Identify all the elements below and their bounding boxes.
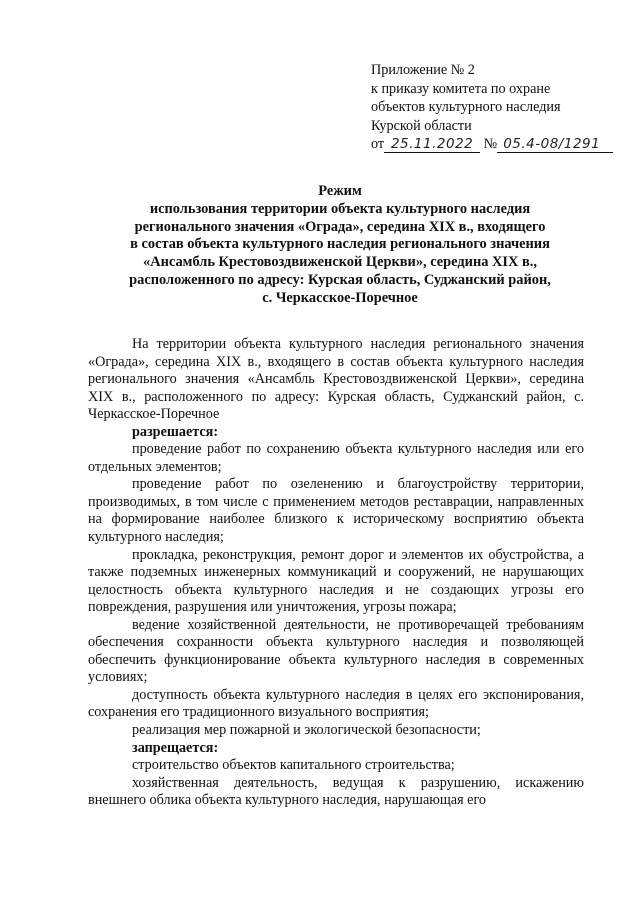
allowed-item: ведение хозяйственной деятельности, не противоречащей требованиям обеспечения сохранности объекта культурного наследия и позволяющей обеспечить функционирование объекта культурного наследия в современных условиях; xyxy=(88,616,584,686)
title-line: «Ансамбль Крестовоздвиженской Церкви», середина XIX в., xyxy=(143,254,537,271)
document-title xyxy=(100,183,580,308)
order-number-sign: № xyxy=(483,136,498,153)
allowed-label: разрешается: xyxy=(132,423,219,440)
forbidden-item: строительство объектов капитального строительства; xyxy=(132,757,455,774)
appendix-number: Приложение № 2 xyxy=(371,62,475,78)
allowed-item: проведение работ по озеленению и благоустройству территории, производимых, в том числе с применением методов реставрации, направленных на формирование наиболее близкого к историческому восприятию объекта культурного наследия; xyxy=(88,476,584,546)
allowed-item: доступность объекта культурного наследия в целях его экспонирования, сохранения его традиционного визуального восприятия; xyxy=(88,686,584,721)
appendix-line: объектов культурного наследия xyxy=(371,99,561,116)
appendix-line: к приказу комитета по охране xyxy=(371,80,551,97)
appendix-block xyxy=(371,61,633,154)
allowed-item: прокладка, реконструкция, ремонт дорог и элементов их обустройства, а также подземных инженерных коммуникаций и сооружений, не нарушающих целостность объекта культурного наследия и не создающих угрозы его повреждения, разрушения или уничтожения, угрозы пожара; xyxy=(88,546,584,616)
allowed-item: проведение работ по сохранению объекта культурного наследия или его отдельных элементов; xyxy=(88,441,584,475)
title-line: с. Черкасское-Поречное xyxy=(262,289,418,306)
allowed-item: реализация мер пожарной и экологической безопасности; xyxy=(132,722,481,739)
order-prefix: от xyxy=(371,136,385,153)
title-line: регионального значения «Ограда», середина XIX в., входящего xyxy=(134,218,546,235)
title-line: расположенного по адресу: Курская область, Суджанский район, xyxy=(129,271,551,288)
title-line: в состав объекта культурного наследия регионального значения xyxy=(130,236,550,253)
appendix-line: Курской области xyxy=(371,117,472,134)
order-date: 25.11.2022 xyxy=(384,136,480,153)
title-line: использования территории объекта культурного наследия xyxy=(149,200,531,217)
title-heading: Режим xyxy=(318,183,362,199)
forbidden-label: запрещается: xyxy=(132,739,219,756)
forbidden-item: хозяйственная деятельность, ведущая к разрушению, искажению внешнего облика объекта культурного наследия, нарушающая его xyxy=(88,774,584,809)
order-reference xyxy=(371,135,633,154)
document-body xyxy=(88,336,584,810)
order-number: 05.4-08/1291 xyxy=(497,136,613,153)
intro-paragraph: На территории объекта культурного наследия регионального значения «Ограда», середина XIX в., входящего в состав объекта культурного наследия регионального значения «Ансамбль Крестовоздвиженской Церкви», середина XIX в., расположенного по адресу: Курская область, Суджанский район, с. Черкасское-Поречное xyxy=(88,336,584,423)
